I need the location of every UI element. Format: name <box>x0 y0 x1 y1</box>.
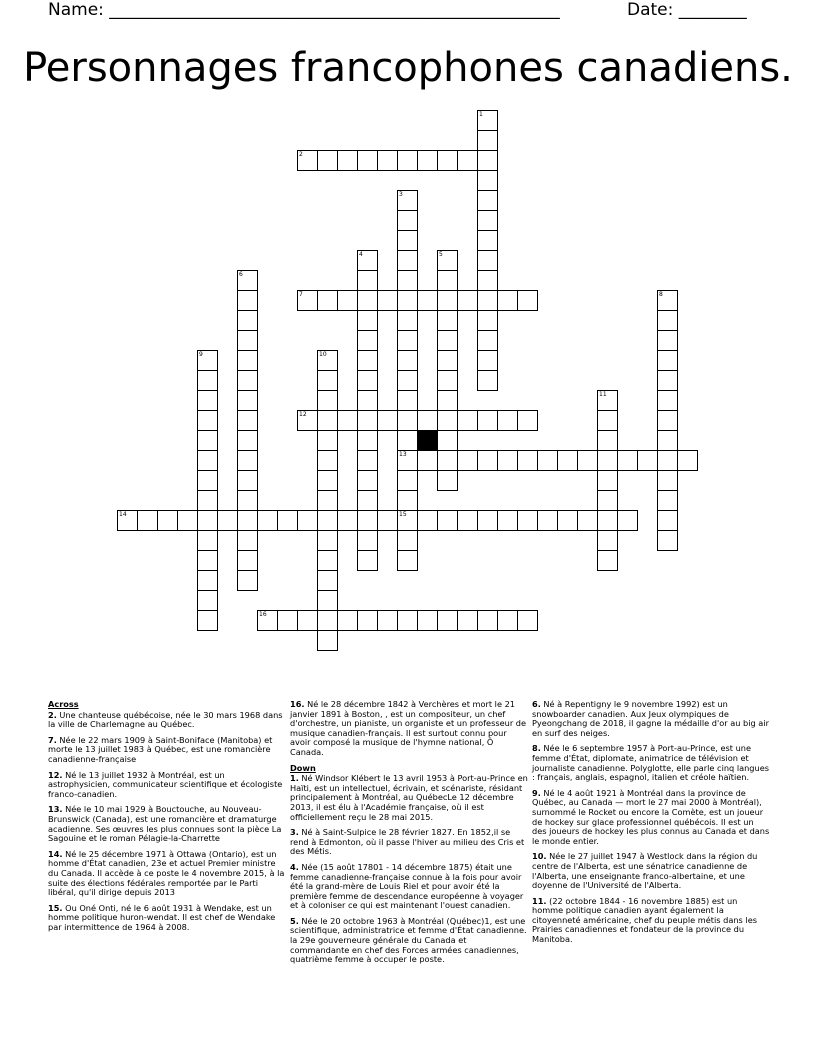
clue-across-14: 14. Né le 25 décembre 1971 à Ottawa (Ontario), est un homme d'État canadien, 23e et actuel Premier ministre du Canada. Il accède à ce poste le 4 novembre 2015, à la suite des élections fédérales remportée par le Parti libéral, qu'il dirige depuis 2013 <box>48 848 285 898</box>
clue-column-1 <box>48 700 286 938</box>
grid-cell[interactable] <box>677 450 698 471</box>
clue-number-7: 7 <box>299 291 303 298</box>
grid-cell[interactable] <box>437 150 458 171</box>
grid-cell[interactable] <box>397 470 418 491</box>
grid-cell[interactable] <box>317 550 338 571</box>
grid-cell[interactable] <box>577 450 598 471</box>
grid-cell[interactable] <box>437 330 458 351</box>
grid-cell[interactable] <box>317 350 338 371</box>
grid-cell[interactable] <box>237 550 258 571</box>
clue-column-2 <box>290 700 528 971</box>
grid-cell[interactable] <box>377 150 398 171</box>
grid-cell[interactable] <box>397 230 418 251</box>
grid-cell[interactable] <box>417 410 438 431</box>
grid-cell[interactable] <box>357 330 378 351</box>
grid-cell[interactable] <box>657 470 678 491</box>
grid-cell[interactable] <box>237 570 258 591</box>
grid-cell[interactable] <box>657 430 678 451</box>
grid-cell[interactable] <box>317 470 338 491</box>
clue-down-11: 11. (22 octobre 1844 - 16 novembre 1885) est un homme politique canadien ayant également la citoyenneté américaine, chef du peuple métis dans les Prairies canadiennes et fondateur de la province du Manitoba. <box>532 895 757 945</box>
clue-down-10: 10. Née le 27 juillet 1947 à Westlock dans la région du centre de l'Alberta, est une sénatrice canadienne de l'Alberta, une enseignante franco-albertaine, et une doyenne de l'Université de l'Alberta. <box>532 851 758 891</box>
grid-cell[interactable] <box>397 490 418 511</box>
grid-cell[interactable] <box>357 510 378 531</box>
grid-cell[interactable] <box>237 410 258 431</box>
grid-cell[interactable] <box>477 510 498 531</box>
clue-down-4: 4. Née (15 août 17801 - 14 décembre 1875) était une femme canadienne-française connue à la fois pour avoir été la grand-mère de Louis Riel et pour avoir été la première femme de descendance européenne à voyager et à coloniser ce qui est maintenant l'ouest canadien. <box>290 861 524 911</box>
grid-cell[interactable] <box>397 450 418 471</box>
grid-cell[interactable] <box>597 470 618 491</box>
grid-cell[interactable] <box>497 510 518 531</box>
grid-cell[interactable] <box>657 350 678 371</box>
grid-cell[interactable] <box>477 610 498 631</box>
grid-cell[interactable] <box>377 290 398 311</box>
grid-cell[interactable] <box>317 570 338 591</box>
grid-cell[interactable] <box>657 530 678 551</box>
grid-cell[interactable] <box>197 570 218 591</box>
grid-cell[interactable] <box>317 490 338 511</box>
grid-cell[interactable] <box>277 510 298 531</box>
grid-cell[interactable] <box>437 270 458 291</box>
grid-cell[interactable] <box>377 410 398 431</box>
grid-cell[interactable] <box>497 290 518 311</box>
grid-cell[interactable] <box>477 330 498 351</box>
grid-cell[interactable] <box>357 530 378 551</box>
grid-cell[interactable] <box>397 150 418 171</box>
clue-down-8: 8. Née le 6 septembre 1957 à Port-au-Prince, est une femme d'État, diplomate, animatrice de télévision et journaliste canadienne. Polyglotte, elle parle cinq langues : français, anglais, espagnol, italien et créole haïtien. <box>532 743 769 783</box>
grid-cell[interactable] <box>357 490 378 511</box>
grid-cell[interactable] <box>437 250 458 271</box>
grid-cell[interactable] <box>237 390 258 411</box>
grid-cell[interactable] <box>477 270 498 291</box>
grid-cell[interactable] <box>397 610 418 631</box>
grid-cell[interactable] <box>417 290 438 311</box>
grid-cell[interactable] <box>657 490 678 511</box>
grid-cell[interactable] <box>457 290 478 311</box>
clue-number-1: 1 <box>479 111 483 118</box>
grid-cell[interactable] <box>337 150 358 171</box>
grid-cell[interactable] <box>237 310 258 331</box>
grid-cell[interactable] <box>397 270 418 291</box>
grid-cell[interactable] <box>457 610 478 631</box>
grid-cell[interactable] <box>557 450 578 471</box>
grid-cell[interactable] <box>197 610 218 631</box>
grid-cell[interactable] <box>417 510 438 531</box>
grid-cell[interactable] <box>337 290 358 311</box>
grid-cell[interactable] <box>337 410 358 431</box>
grid-cell[interactable] <box>597 390 618 411</box>
grid-cell[interactable] <box>517 610 538 631</box>
grid-cell[interactable] <box>297 290 318 311</box>
grid-cell[interactable] <box>397 330 418 351</box>
grid-cell[interactable] <box>477 410 498 431</box>
grid-cell[interactable] <box>197 370 218 391</box>
grid-cell[interactable] <box>597 410 618 431</box>
grid-cell[interactable] <box>297 150 318 171</box>
grid-cell[interactable] <box>397 190 418 211</box>
clue-number-9: 9 <box>199 351 203 358</box>
grid-cell[interactable] <box>457 510 478 531</box>
grid-cell[interactable] <box>397 310 418 331</box>
grid-cell[interactable] <box>537 510 558 531</box>
grid-cell[interactable] <box>357 470 378 491</box>
grid-cell[interactable] <box>657 290 678 311</box>
grid-cell[interactable] <box>557 510 578 531</box>
grid-cell[interactable] <box>477 370 498 391</box>
grid-cell[interactable] <box>397 430 418 451</box>
grid-cell[interactable] <box>417 150 438 171</box>
grid-cell[interactable] <box>517 450 538 471</box>
down-heading: Down <box>290 762 316 773</box>
clue-column-3 <box>532 700 770 951</box>
grid-cell[interactable] <box>437 430 458 451</box>
grid-cell[interactable] <box>397 510 418 531</box>
grid-cell[interactable] <box>297 510 318 531</box>
grid-cell[interactable] <box>397 210 418 231</box>
grid-cell[interactable] <box>417 450 438 471</box>
grid-cell[interactable] <box>497 450 518 471</box>
grid-cell[interactable] <box>657 510 678 531</box>
grid-cell[interactable] <box>197 470 218 491</box>
grid-cell[interactable] <box>517 290 538 311</box>
grid-cell[interactable] <box>357 430 378 451</box>
grid-cell[interactable] <box>457 150 478 171</box>
grid-cell[interactable] <box>317 430 338 451</box>
grid-cell[interactable] <box>657 310 678 331</box>
grid-cell[interactable] <box>657 370 678 391</box>
grid-cell[interactable] <box>597 550 618 571</box>
grid-cell[interactable] <box>357 150 378 171</box>
grid-cell[interactable] <box>657 410 678 431</box>
grid-cell[interactable] <box>217 510 238 531</box>
grid-cell[interactable] <box>477 450 498 471</box>
grid-cell[interactable] <box>237 470 258 491</box>
grid-cell[interactable] <box>597 430 618 451</box>
grid-cell[interactable] <box>397 390 418 411</box>
grid-cell[interactable] <box>617 450 638 471</box>
grid-cell[interactable] <box>537 450 558 471</box>
grid-cell[interactable] <box>197 410 218 431</box>
grid-cell[interactable] <box>237 370 258 391</box>
grid-cell[interactable] <box>597 510 618 531</box>
grid-cell[interactable] <box>437 350 458 371</box>
page-title: Personnages francophones canadiens. <box>23 45 793 91</box>
grid-cell[interactable] <box>477 310 498 331</box>
grid-cell[interactable] <box>497 410 518 431</box>
grid-cell[interactable] <box>597 490 618 511</box>
grid-cell[interactable] <box>357 390 378 411</box>
grid-cell[interactable] <box>317 370 338 391</box>
grid-cell[interactable] <box>397 530 418 551</box>
grid-cell[interactable] <box>397 370 418 391</box>
grid-cell[interactable] <box>477 290 498 311</box>
grid-cell[interactable] <box>417 610 438 631</box>
grid-cell[interactable] <box>437 290 458 311</box>
grid-cell[interactable] <box>297 610 318 631</box>
grid-cell[interactable] <box>477 210 498 231</box>
grid-cell[interactable] <box>117 510 138 531</box>
grid-cell[interactable] <box>397 550 418 571</box>
black-square <box>417 430 438 451</box>
grid-cell[interactable] <box>237 330 258 351</box>
grid-cell[interactable] <box>357 550 378 571</box>
clue-number-4: 4 <box>359 251 363 258</box>
grid-cell[interactable] <box>437 610 458 631</box>
grid-cell[interactable] <box>477 250 498 271</box>
grid-cell[interactable] <box>357 450 378 471</box>
grid-cell[interactable] <box>357 290 378 311</box>
grid-cell[interactable] <box>597 450 618 471</box>
grid-cell[interactable] <box>317 290 338 311</box>
clue-number-15: 15 <box>399 511 407 518</box>
grid-cell[interactable] <box>197 350 218 371</box>
grid-cell[interactable] <box>197 390 218 411</box>
clue-across-7: 7. Née le 22 mars 1909 à Saint-Boniface (Manitoba) et morte le 13 juillet 1983 à Québec, est une romancière canadienne-française <box>48 734 273 764</box>
grid-cell[interactable] <box>317 390 338 411</box>
clue-number-10: 10 <box>319 351 327 358</box>
clue-across-16: 16. Né le 28 décembre 1842 à Verchères et mort le 21 janvier 1891 à Boston, , est un compositeur, un chef d'orchestre, un pianiste, un organiste et un professeur de musique canadien-français. Il est surtout connu pour avoir composé la musique de l'hymne national, Ô Canada. <box>290 699 527 757</box>
grid-cell[interactable] <box>237 530 258 551</box>
clue-number-11: 11 <box>599 391 607 398</box>
grid-cell[interactable] <box>377 510 398 531</box>
clue-number-14: 14 <box>119 511 127 518</box>
grid-cell[interactable] <box>497 610 518 631</box>
grid-cell[interactable] <box>197 510 218 531</box>
clue-across-13: 13. Née le 10 mai 1929 à Bouctouche, au Nouveau-Brunswick (Canada), est une romancière et dramaturge acadienne. Ses œuvres les plus connues sont la pièce La Sagouine et le roman Pélagie-la-Charrette <box>48 804 282 844</box>
grid-cell[interactable] <box>317 530 338 551</box>
grid-cell[interactable] <box>517 410 538 431</box>
grid-cell[interactable] <box>397 250 418 271</box>
grid-cell[interactable] <box>197 530 218 551</box>
grid-cell[interactable] <box>397 290 418 311</box>
date-field: Date: ________ <box>627 0 747 20</box>
clue-across-2: 2. Une chanteuse québécoise, née le 30 mars 1968 dans la ville de Charlemagne au Québec. <box>48 709 283 730</box>
grid-cell[interactable] <box>457 410 478 431</box>
grid-cell[interactable] <box>597 530 618 551</box>
clue-across-12: 12. Né le 13 juillet 1932 à Montréal, est un astrophysicien, communicateur scientifique et écologiste franco-canadien. <box>48 769 283 799</box>
grid-cell[interactable] <box>377 610 398 631</box>
grid-cell[interactable] <box>197 490 218 511</box>
clue-number-13: 13 <box>399 451 407 458</box>
clue-number-5: 5 <box>439 251 443 258</box>
grid-cell[interactable] <box>197 550 218 571</box>
grid-cell[interactable] <box>237 430 258 451</box>
name-field: Name: _____________________________________________________ <box>48 0 560 20</box>
clue-number-6: 6 <box>239 271 243 278</box>
grid-cell[interactable] <box>477 190 498 211</box>
grid-cell[interactable] <box>517 510 538 531</box>
grid-cell[interactable] <box>577 510 598 531</box>
grid-cell[interactable] <box>337 610 358 631</box>
grid-cell[interactable] <box>477 130 498 151</box>
grid-cell[interactable] <box>657 330 678 351</box>
grid-cell[interactable] <box>257 610 278 631</box>
grid-cell[interactable] <box>397 350 418 371</box>
grid-cell[interactable] <box>477 230 498 251</box>
grid-cell[interactable] <box>317 150 338 171</box>
grid-cell[interactable] <box>637 450 658 471</box>
grid-cell[interactable] <box>437 450 458 471</box>
grid-cell[interactable] <box>437 370 458 391</box>
grid-cell[interactable] <box>297 410 318 431</box>
grid-cell[interactable] <box>437 510 458 531</box>
grid-cell[interactable] <box>237 510 258 531</box>
clue-down-1: 1. Né Windsor Klébert le 13 avril 1953 à Port-au-Prince en Haïti, est un intellectuel, écrivain, et scénariste, résidant principalement à Montréal, au QuébecLe 12 décembre 2013, il est élu à l'Académie française, où il est officiellement reçu le 28 mai 2015. <box>290 773 528 822</box>
grid-cell[interactable] <box>477 150 498 171</box>
grid-cell[interactable] <box>337 510 358 531</box>
clue-number-16: 16 <box>259 611 267 618</box>
across-heading: Across <box>48 699 79 709</box>
grid-cell[interactable] <box>237 350 258 371</box>
grid-cell[interactable] <box>437 310 458 331</box>
grid-cell[interactable] <box>317 410 338 431</box>
grid-cell[interactable] <box>237 450 258 471</box>
grid-cell[interactable] <box>397 410 418 431</box>
grid-cell[interactable] <box>317 510 338 531</box>
clue-number-12: 12 <box>299 411 307 418</box>
grid-cell[interactable] <box>197 430 218 451</box>
clue-down-3: 3. Né à Saint-Sulpice le 28 février 1827. En 1852,il se rend à Edmonton, où il passe l'hiver au milieu des Cris et des Métis. <box>290 827 525 857</box>
grid-cell[interactable] <box>357 350 378 371</box>
grid-cell[interactable] <box>357 410 378 431</box>
grid-cell[interactable] <box>357 310 378 331</box>
clue-down-6: 6. Né à Repentigny le 9 novembre 1992) est un snowboarder canadien. Aux Jeux olympiques de Pyeongchang de 2018, il gagne la médaille d'or au big air en surf des neiges. <box>532 699 769 738</box>
grid-cell[interactable] <box>317 630 338 651</box>
clue-number-8: 8 <box>659 291 663 298</box>
grid-cell[interactable] <box>257 510 278 531</box>
grid-cell[interactable] <box>317 610 338 631</box>
clue-down-9: 9. Né le 4 août 1921 à Montréal dans la province de Québec, au Canada — mort le 27 mai 2000 à Montréal), surnommé le Rocket ou encore la Comète, est un joueur de hockey sur glace professionnel québécois. Il est un des joueurs de hockey les plus connus au Canada et dans le monde entier. <box>532 787 770 846</box>
grid-cell[interactable] <box>237 290 258 311</box>
grid-cell[interactable] <box>437 390 458 411</box>
grid-cell[interactable] <box>357 370 378 391</box>
clue-across-15: 15. Ou Oné Onti, né le 6 août 1931 à Wendake, est un homme politique huron-wendat. Il est chef de Wendake par intermittence de 1964 à 2008. <box>48 902 276 932</box>
grid-cell[interactable] <box>477 110 498 131</box>
grid-cell[interactable] <box>157 510 178 531</box>
clue-down-5: 5. Née le 20 octobre 1963 à Montréal (Québec)1, est une scientifique, administratrice et femme d'État canadienne. la 29e gouverneure générale du Canada et commandante en chef des Forces armées canadiennes, quatrième femme à occuper le poste. <box>290 915 527 965</box>
grid-cell[interactable] <box>177 510 198 531</box>
grid-cell[interactable] <box>457 450 478 471</box>
clue-number-2: 2 <box>299 151 303 158</box>
grid-cell[interactable] <box>477 170 498 191</box>
grid-cell[interactable] <box>657 390 678 411</box>
grid-cell[interactable] <box>237 490 258 511</box>
grid-cell[interactable] <box>617 510 638 531</box>
grid-cell[interactable] <box>317 590 338 611</box>
grid-cell[interactable] <box>357 610 378 631</box>
grid-cell[interactable] <box>357 250 378 271</box>
grid-cell[interactable] <box>357 270 378 291</box>
grid-cell[interactable] <box>277 610 298 631</box>
clue-number-3: 3 <box>399 191 403 198</box>
grid-cell[interactable] <box>197 450 218 471</box>
grid-cell[interactable] <box>437 410 458 431</box>
grid-cell[interactable] <box>657 450 678 471</box>
grid-cell[interactable] <box>437 470 458 491</box>
grid-cell[interactable] <box>197 590 218 611</box>
grid-cell[interactable] <box>237 270 258 291</box>
grid-cell[interactable] <box>317 450 338 471</box>
grid-cell[interactable] <box>477 350 498 371</box>
grid-cell[interactable] <box>137 510 158 531</box>
